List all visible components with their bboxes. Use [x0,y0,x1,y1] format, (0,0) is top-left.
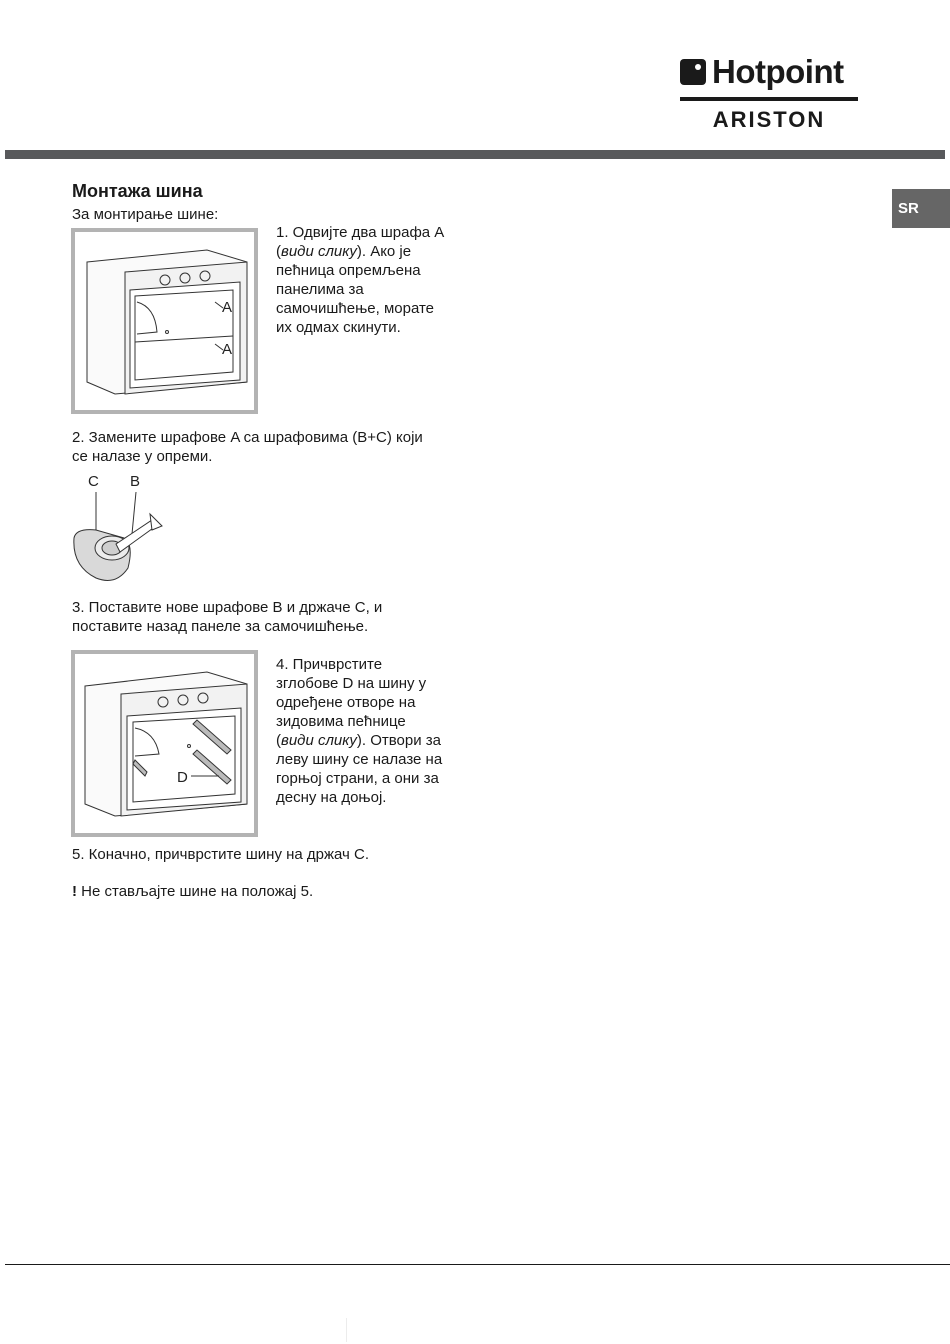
brand-logo [680,54,860,134]
footer-divider [5,1264,950,1265]
step-4-text-pre: 4. Причврстите зглобове D на шину у одређене отворе на зидовима пећнице ( [276,656,427,749]
step-4-text [276,655,444,807]
step-1-text-italic: види слику [281,243,357,260]
step-4-text-post: ). Отвори за леву шину се налазе на горњој страни, а они за десну на доњој. [276,732,443,806]
step-5-text: 5. Коначно, причврстите шину на држач C. [72,846,370,863]
label-b: B [130,473,141,490]
language-tab: SR [892,189,950,228]
label-a-lower: A [222,341,233,358]
warning-note [72,882,442,901]
step-1-text-pre: 1. Одвијте два шрафа A ( [276,224,444,260]
warning-mark: ! [72,883,77,900]
oven-rails-drawing [75,654,254,833]
figure-screw-holder [66,468,176,592]
label-c: C [88,473,99,490]
logo-top-row [680,54,860,90]
step-2-text: 2. Замените шрафове A са шрафовима (B+C) који се налазе у опреми. [72,429,423,465]
figure-oven-screws [71,228,258,414]
step-3-text: 3. Поставите нове шрафове B и држаче C, и поставите назад панеле за самочишћење. [72,599,383,635]
section-intro: За монтирање шине: [72,206,219,223]
figure-oven-rails [71,650,258,837]
oven-screws-drawing [75,232,254,410]
header-divider-bar [5,150,945,159]
step-4-text-italic: види слику [281,732,357,749]
step-1-text [276,223,444,337]
logo-mark-icon [680,59,706,85]
label-a-upper: A [222,299,233,316]
logo-brand-name: Hotpoint [712,53,844,90]
logo-rule [680,97,858,101]
label-d: D [177,769,188,786]
step-1-text-post: ). Ако је пећница опремљена панелима за самочишћење, морате их одмах скинути. [276,243,434,336]
logo-brand-sub: ARISTON [712,107,826,132]
section-title: Монтажа шина [72,181,203,201]
warning-text: Не стављајте шине на положај 5. [77,883,314,900]
page-fold-mark [346,1318,347,1342]
